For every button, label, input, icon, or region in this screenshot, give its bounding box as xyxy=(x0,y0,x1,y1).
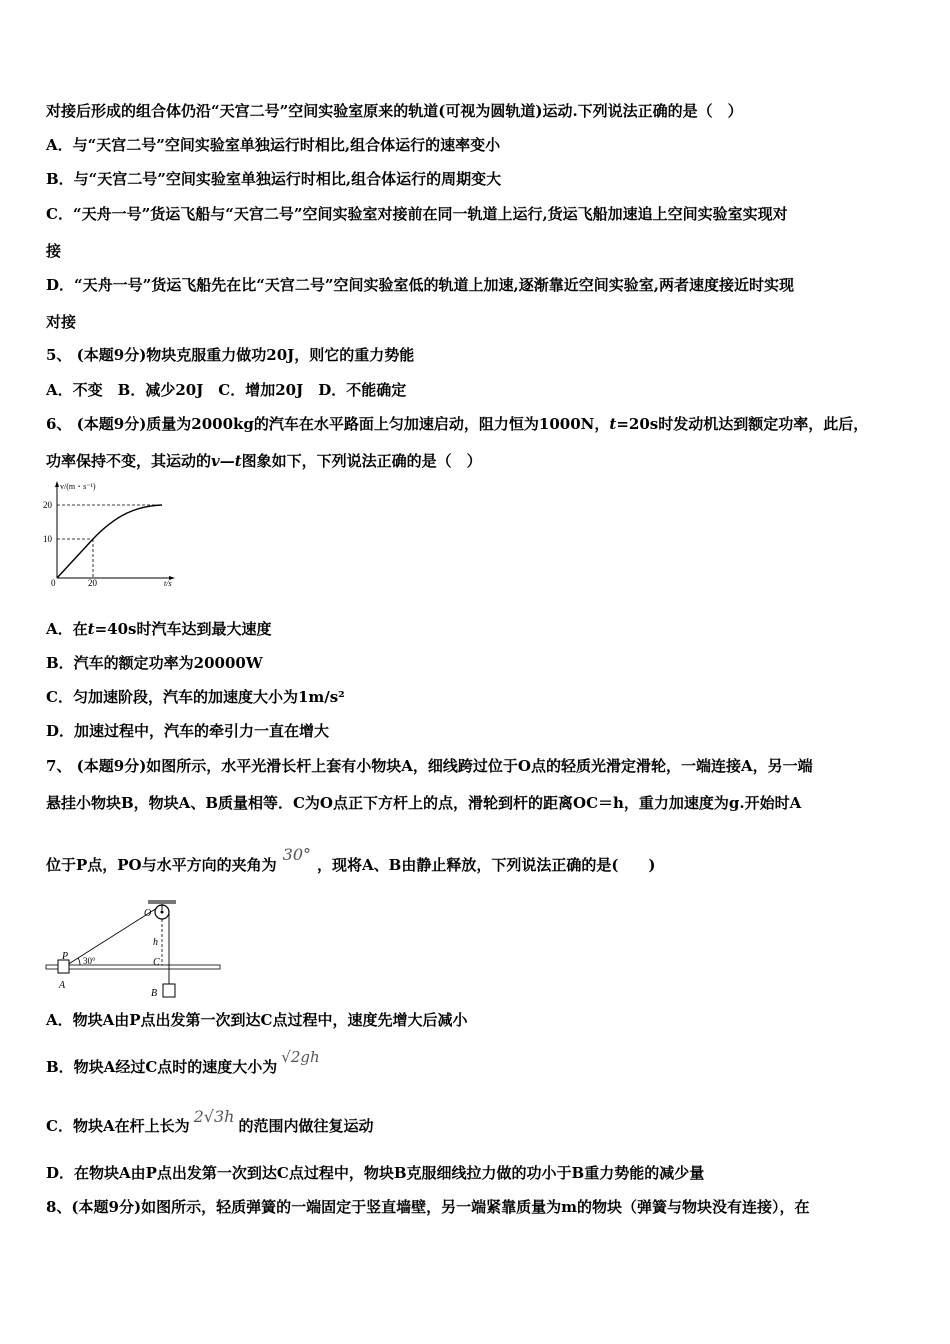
q6-option-a xyxy=(46,619,910,639)
horizontal-rod xyxy=(46,965,220,969)
q7-stem-line1: 7、 (本题9分)如图所示，水平光滑长杆上套有小物块A，细线跨过位于O点的轻质光滑定滑轮，一端连接A，另一端 xyxy=(46,757,813,775)
q6-a-part: =40s时汽车达到最大速度 xyxy=(94,620,272,638)
q7-stem-line3 xyxy=(46,845,910,875)
tick-y20: 20 xyxy=(43,500,52,510)
q6-stem-part: 图象如下，下列说法正确的是（ ） xyxy=(241,452,482,470)
q6-stem-var-t: t xyxy=(609,415,617,433)
q7-c-math: 2√3h xyxy=(193,1107,235,1126)
q7-option-d: D．在物块A由P点出发第一次到达C点过程中，物块B克服细线拉力做的功小于B重力势能的减少量 xyxy=(46,1164,705,1182)
q4-option-d: D．“天舟一号”货运飞船先在比“天宫二号”空间实验室低的轨道上加速,逐渐靠近空间实验室,两者速度接近时实现 xyxy=(46,276,794,294)
pulley-figure xyxy=(40,898,230,1003)
q7-line3-part: ，现将A、B由静止释放，下列说法正确的是( ) xyxy=(317,856,656,874)
tick-x20: 20 xyxy=(88,578,97,588)
q4-option-c: C．“天舟一号”货运飞船与“天宫二号”空间实验室对接前在同一轨道上运行,货运飞船加速追上空间实验室实现对 xyxy=(46,205,788,223)
q7-b-part: B．物块A经过C点时的速度大小为 xyxy=(46,1058,278,1076)
ceiling-mount xyxy=(148,900,176,904)
q7-option-b xyxy=(46,1048,910,1077)
q6-stem-part: 6、 (本题9分)质量为2000kg的汽车在水平路面上匀加速启动，阻力恒为1000N， xyxy=(46,415,610,433)
q6-option-c: C．匀加速阶段，汽车的加速度大小为1m/s² xyxy=(46,688,345,706)
q8-stem-line1: 8、(本题9分)如图所示，轻质弹簧的一端固定于竖直墙壁，另一端紧靠质量为m的物块（弹簧与物块没有连接），在 xyxy=(46,1198,810,1216)
label-c: C xyxy=(153,957,160,968)
block-b xyxy=(163,984,175,997)
q7-stem-line2: 悬挂小物块B，物块A、B质量相等．C为O点正下方杆上的点，滑轮到杆的距离OC＝h，重力加速度为g.开始时A xyxy=(46,794,802,812)
q4-option-a: A．与“天宫二号”空间实验室单独运行时相比,组合体运行的速率变小 xyxy=(46,136,501,154)
q6-stem-part: 功率保持不变，其运动的 xyxy=(46,452,212,470)
q6-stem-var-vt: v—t xyxy=(211,452,242,470)
q6-stem-part: =20s时发动机达到额定功率，此后， xyxy=(616,415,869,433)
label-b: B xyxy=(151,988,158,999)
q7-line3-part: 位于P点，PO与水平方向的夹角为 xyxy=(46,856,277,874)
q4-option-b: B．与“天宫二号”空间实验室单独运行时相比,组合体运行的周期变大 xyxy=(46,170,502,188)
graph-xlabel: t/s xyxy=(164,579,172,588)
y-axis-arrow-icon xyxy=(55,481,59,487)
label-angle: 30° xyxy=(83,956,96,966)
q6-option-b: B．汽车的额定功率为20000W xyxy=(46,654,263,672)
q6-stem-line1 xyxy=(46,414,910,434)
velocity-curve xyxy=(57,505,162,578)
q7-option-a: A．物块A由P点出发第一次到达C点过程中，速度先增大后减小 xyxy=(46,1011,468,1029)
q5-stem: 5、 (本题9分)物块克服重力做功20J，则它的重力势能 xyxy=(46,346,415,364)
q7-c-part: 的范围内做往复运动 xyxy=(238,1117,374,1135)
q5-options: A．不变 B．减少20J C．增加20J D．不能确定 xyxy=(46,381,407,399)
vt-graph xyxy=(40,478,180,588)
label-h: h xyxy=(153,937,158,948)
pulley-center-icon xyxy=(161,911,164,914)
graph-ylabel: v/(m・s⁻¹) xyxy=(60,482,96,491)
q4-option-c-cont: 接 xyxy=(46,242,62,260)
q7-c-part: C．物块A在杆上长为 xyxy=(46,1117,190,1135)
q6-option-d: D．加速过程中，汽车的牵引力一直在增大 xyxy=(46,722,330,740)
label-a: A xyxy=(59,980,66,991)
q7-angle-math: 30° xyxy=(282,845,311,864)
label-p: P xyxy=(62,951,69,962)
q4-option-d-cont: 对接 xyxy=(46,313,77,331)
q6-stem-line2 xyxy=(46,451,910,471)
q7-option-c xyxy=(46,1107,910,1136)
q7-b-math: √2gh xyxy=(281,1048,320,1066)
q4-stem: 对接后形成的组合体仍沿“天宫二号”空间实验室原来的轨道(可视为圆轨道)运动.下列说法正确的是（ ） xyxy=(46,102,743,120)
tick-origin: 0 xyxy=(51,578,56,588)
q6-a-part: A．在 xyxy=(46,620,88,638)
tick-y10: 10 xyxy=(43,534,52,544)
angle-arc xyxy=(78,958,80,965)
label-o: O xyxy=(144,908,152,919)
q6-a-var-t: t xyxy=(87,620,95,638)
